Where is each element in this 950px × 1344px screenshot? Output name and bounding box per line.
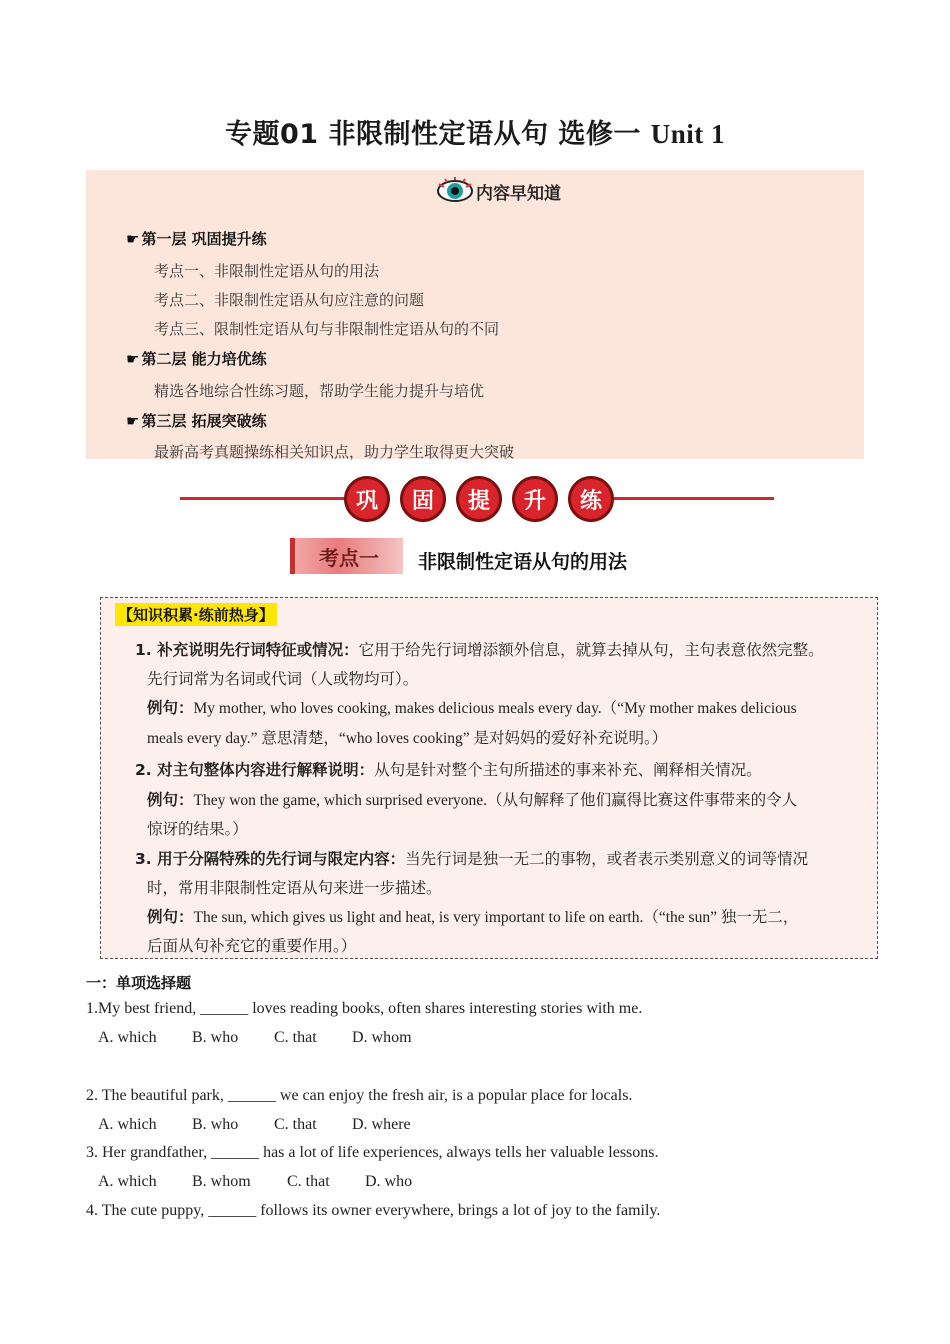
option: B. whom xyxy=(192,1173,251,1190)
banner-char: 固 xyxy=(400,476,446,522)
option: A. which xyxy=(98,1173,157,1190)
pointing-hand-icon: ☛ xyxy=(126,350,140,368)
option: D. where xyxy=(352,1116,411,1133)
point-1-line2: 先行词常为名词或代词（人或物均可）。 xyxy=(147,670,419,688)
option: B. who xyxy=(192,1029,239,1046)
option: A. which xyxy=(98,1029,157,1046)
banner-char: 升 xyxy=(512,476,558,522)
kaodian-tag: 考点一 xyxy=(290,538,403,574)
question-3-options xyxy=(98,1173,412,1191)
pointing-hand-icon: ☛ xyxy=(126,230,140,248)
kaodian-title: 非限制性定语从句的用法 xyxy=(418,551,628,573)
eye-icon xyxy=(436,176,474,206)
point-2-example2: 惊讶的结果。） xyxy=(147,820,248,838)
knowledge-box xyxy=(100,597,878,959)
point-heading: 1. 补充说明先行词特征或情况： xyxy=(135,641,359,659)
banner-line-right xyxy=(614,497,774,500)
option: C. that xyxy=(274,1116,317,1133)
overview-item: 最新高考真题操练相关知识点，助力学生取得更大突破 xyxy=(154,443,515,461)
section-banner xyxy=(180,476,774,522)
title-zh: 专题01 非限制性定语从句 选修一 xyxy=(224,119,641,150)
point-3-line2: 时，常用非限制性定语从句来进一步描述。 xyxy=(147,879,442,897)
banner-char: 巩 xyxy=(344,476,390,522)
option: C. that xyxy=(287,1173,330,1190)
option: D. whom xyxy=(352,1029,412,1046)
overview-item: 考点二、非限制性定语从句应注意的问题 xyxy=(154,291,425,309)
question-4: 4. The cute puppy, ______ follows its owner everywhere, brings a lot of joy to the family. xyxy=(86,1202,661,1219)
overview-heading xyxy=(436,176,561,206)
question-3: 3. Her grandfather, ______ has a lot of life experiences, always tells her valuable lessons. xyxy=(86,1144,659,1161)
knowledge-tag: 【知识积累·练前热身】 xyxy=(115,603,277,626)
banner-line-left xyxy=(180,497,344,500)
point-1-example: 例句：My mother, who loves cooking, makes delicious meals every day.（“My mother makes delicious xyxy=(147,699,797,717)
point-1-line: 1. 补充说明先行词特征或情况：它用于给先行词增添额外信息，就算去掉从句，主句表意依然完整。 xyxy=(135,641,824,659)
title-en: Unit 1 xyxy=(650,119,726,149)
point-3-example2: 后面从句补充它的重要作用。） xyxy=(147,937,357,955)
overview-box xyxy=(86,170,864,459)
layer-1-label: ☛ 第一层 巩固提升练 xyxy=(126,230,267,248)
layer-3-label: ☛ 第三层 拓展突破练 xyxy=(126,412,267,430)
point-2-example: 例句：They won the game, which surprised everyone.（从句解释了他们赢得比赛这件事带来的令人 xyxy=(147,791,798,809)
point-3-example: 例句：The sun, which gives us light and heat, is very important to life on earth.（“the sun” 独一无二， xyxy=(147,908,799,926)
overview-item: 考点一、非限制性定语从句的用法 xyxy=(154,262,380,280)
point-heading: 3. 用于分隔特殊的先行词与限定内容： xyxy=(135,850,406,868)
point-1-example2: meals every day.” 意思清楚，“who loves cooking” 是对妈妈的爱好补充说明。） xyxy=(147,730,668,747)
pointing-hand-icon: ☛ xyxy=(126,412,140,430)
point-3-line: 3. 用于分隔特殊的先行词与限定内容：当先行词是独一无二的事物，或者表示类别意义的词等情况 xyxy=(135,850,809,868)
option: C. that xyxy=(274,1029,317,1046)
exercise-section-title: 一：单项选择题 xyxy=(86,974,192,992)
question-2-options xyxy=(98,1116,411,1134)
banner-char: 练 xyxy=(568,476,614,522)
point-heading: 2. 对主句整体内容进行解释说明： xyxy=(135,761,375,779)
option: D. who xyxy=(365,1173,413,1190)
option: B. who xyxy=(192,1116,239,1133)
point-2-line: 2. 对主句整体内容进行解释说明：从句是针对整个主句所描述的事来补充、阐释相关情况。 xyxy=(135,761,762,779)
layer-2-label: ☛ 第二层 能力培优练 xyxy=(126,350,267,368)
question-1-options xyxy=(98,1029,412,1047)
overview-item: 考点三、限制性定语从句与非限制性定语从句的不同 xyxy=(154,320,500,338)
overview-heading-text: 内容早知道 xyxy=(476,183,561,204)
page-title xyxy=(0,112,950,151)
question-2: 2. The beautiful park, ______ we can enjoy the fresh air, is a popular place for locals. xyxy=(86,1087,633,1104)
option: A. which xyxy=(98,1116,157,1133)
overview-item: 精选各地综合性练习题，帮助学生能力提升与培优 xyxy=(154,382,485,400)
question-1: 1.My best friend, ______ loves reading books, often shares interesting stories with me. xyxy=(86,1000,643,1017)
banner-char: 提 xyxy=(456,476,502,522)
